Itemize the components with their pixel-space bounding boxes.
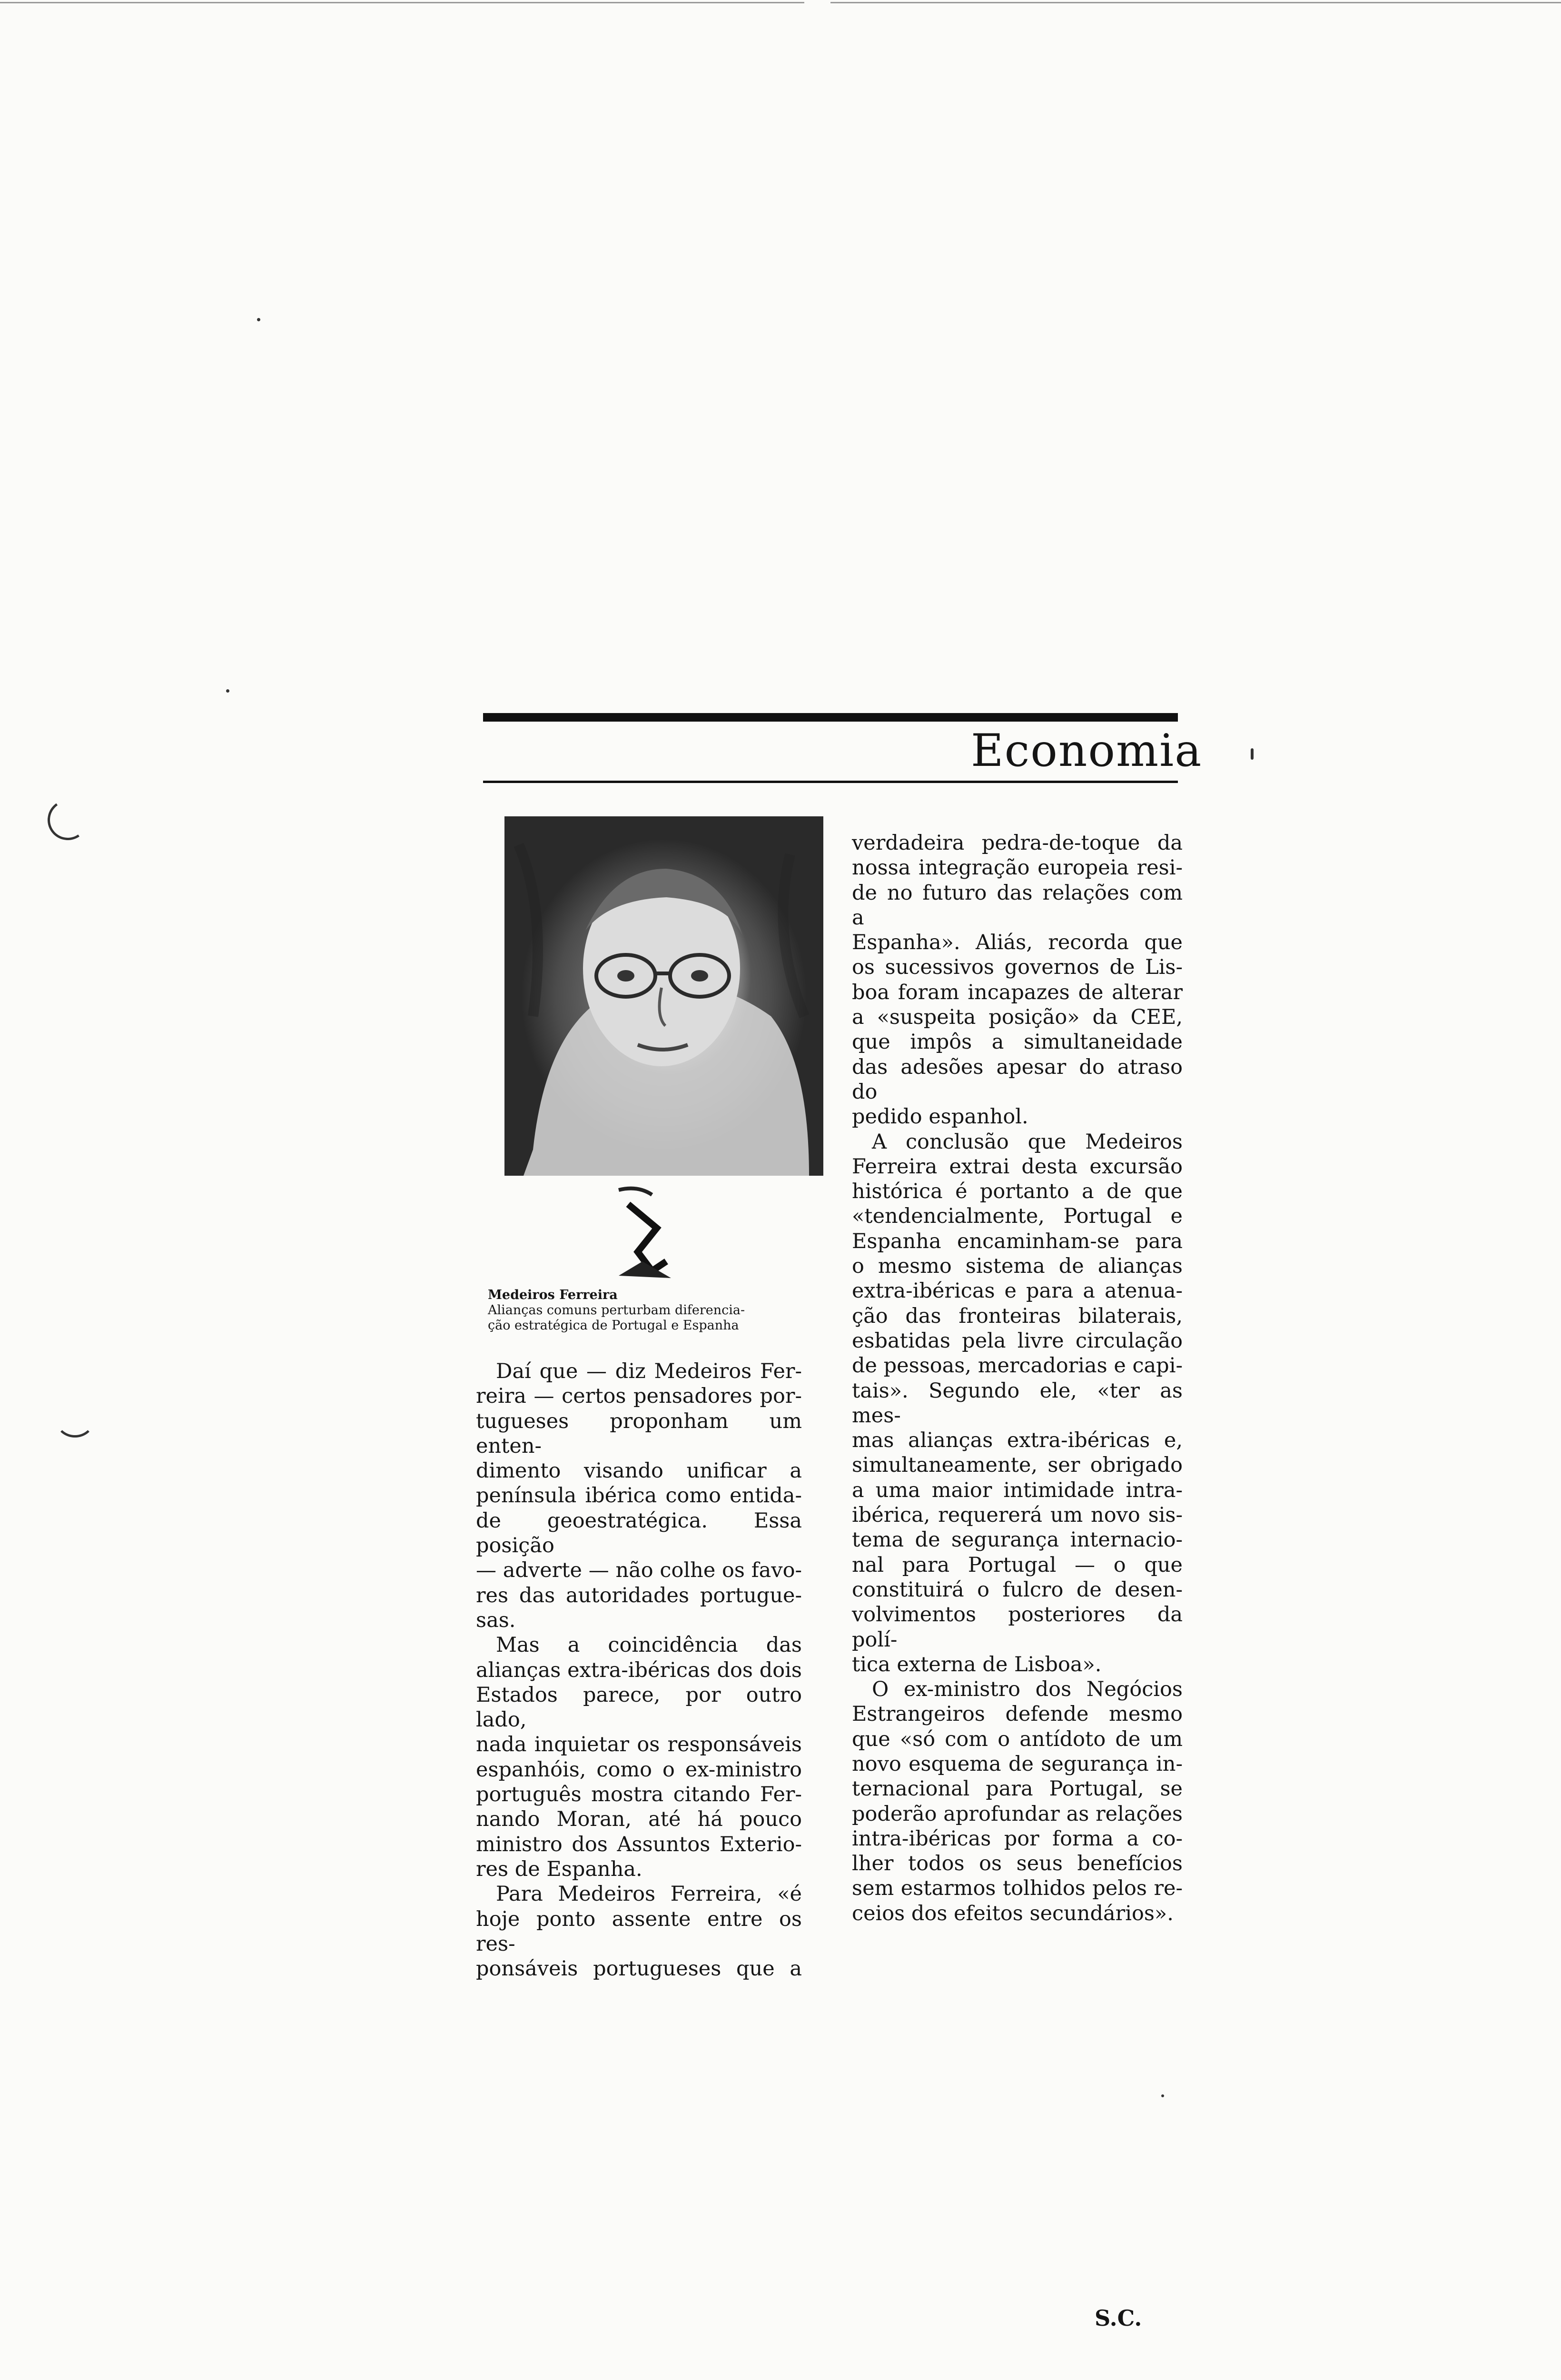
text-line: lher todos os seus benefícios bbox=[852, 1852, 1183, 1876]
section-title: Economia bbox=[971, 725, 1203, 777]
text-line: ibérica, requererá um novo sis- bbox=[852, 1503, 1183, 1527]
text-line: hoje ponto assente entre os res- bbox=[476, 1907, 802, 1956]
text-line: nal para Portugal — o que bbox=[852, 1553, 1183, 1577]
text-line: novo esquema de segurança in- bbox=[852, 1752, 1183, 1776]
text-line: nada inquietar os responsáveis bbox=[476, 1733, 802, 1757]
text-line: res das autoridades portugue- bbox=[476, 1583, 802, 1607]
caption-line: ção estratégica de Portugal e Espanha bbox=[488, 1318, 739, 1333]
article-signature: S.C. bbox=[1095, 2305, 1142, 2331]
text-line: ministro dos Assuntos Exterio- bbox=[476, 1832, 802, 1856]
text-line: o mesmo sistema de alianças bbox=[852, 1254, 1183, 1279]
text-line: O ex-ministro dos Negócios bbox=[872, 1677, 1183, 1702]
text-line: nossa integração europeia resi- bbox=[852, 856, 1183, 880]
text-line: boa foram incapazes de alterar bbox=[852, 980, 1183, 1004]
scan-speck bbox=[257, 318, 260, 321]
text-line: nando Moran, até há pouco bbox=[476, 1807, 802, 1832]
text-line: pedido espanhol. bbox=[852, 1105, 1028, 1129]
portrait-figure bbox=[504, 816, 823, 1176]
text-line: de geoestratégica. Essa posição bbox=[476, 1508, 802, 1558]
text-line: intra-ibéricas por forma a co- bbox=[852, 1826, 1183, 1851]
caption-name: Medeiros Ferreira bbox=[488, 1288, 618, 1302]
text-line: Daí que — diz Medeiros Fer- bbox=[496, 1359, 802, 1383]
paragraph bbox=[476, 1359, 802, 1633]
article-column-right bbox=[852, 831, 1183, 1926]
text-line: a uma maior intimidade intra- bbox=[852, 1478, 1183, 1502]
scan-speck bbox=[226, 689, 229, 693]
text-line: tugueses proponham um enten- bbox=[476, 1409, 802, 1458]
text-line: Ferreira extrai desta excursão bbox=[852, 1154, 1183, 1179]
text-line: simultaneamente, ser obrigado bbox=[852, 1453, 1183, 1478]
text-line: alianças extra-ibéricas dos dois bbox=[476, 1658, 802, 1682]
photo-caption bbox=[488, 1288, 821, 1333]
paragraph bbox=[852, 1677, 1183, 1926]
text-line: das adesões apesar do atraso do bbox=[852, 1055, 1183, 1104]
text-line: tica externa de Lisboa». bbox=[852, 1652, 1102, 1676]
article-column-left bbox=[476, 1359, 802, 1981]
text-line: de pessoas, mercadorias e capi- bbox=[852, 1354, 1183, 1378]
text-line: constituirá o fulcro de desen- bbox=[852, 1577, 1183, 1602]
text-line: português mostra citando Fer- bbox=[476, 1783, 802, 1807]
paragraph bbox=[476, 1882, 802, 1981]
text-line: ção das fronteiras bilaterais, bbox=[852, 1304, 1183, 1328]
text-line: histórica é portanto a de que bbox=[852, 1180, 1183, 1204]
text-line: tema de segurança internacio- bbox=[852, 1528, 1183, 1552]
text-line: mas alianças extra-ibéricas e, bbox=[852, 1428, 1183, 1453]
text-line: poderão aprofundar as relações bbox=[852, 1802, 1183, 1826]
text-line: Espanha». Aliás, recorda que bbox=[852, 931, 1183, 955]
text-line: de no futuro das relações com a bbox=[852, 881, 1183, 930]
section-header-rule bbox=[483, 781, 1178, 783]
binder-hole-mark bbox=[55, 1399, 95, 1438]
text-line: Estados parece, por outro lado, bbox=[476, 1683, 802, 1732]
text-line: esbatidas pela livre circulação bbox=[852, 1329, 1183, 1353]
paragraph bbox=[852, 831, 1183, 1130]
text-line: espanhóis, como o ex-ministro bbox=[476, 1757, 802, 1782]
text-line: península ibérica como entida- bbox=[476, 1484, 802, 1508]
text-line: verdadeira pedra-de-toque da bbox=[852, 831, 1183, 855]
text-line: volvimentos posteriores da polí- bbox=[852, 1603, 1183, 1652]
text-line: extra-ibéricas e para a atenua- bbox=[852, 1279, 1183, 1303]
text-line: Para Medeiros Ferreira, «é bbox=[496, 1882, 802, 1906]
text-line: ponsáveis portugueses que a bbox=[476, 1957, 802, 1981]
scan-speck bbox=[1161, 2094, 1164, 2097]
text-line: tais». Segundo ele, «ter as mes- bbox=[852, 1378, 1183, 1428]
text-line: sem estarmos tolhidos pelos re- bbox=[852, 1876, 1183, 1901]
scan-speck bbox=[1251, 748, 1254, 760]
scan-edge-line bbox=[0, 2, 804, 3]
scan-edge-line bbox=[830, 2, 1561, 3]
text-line: a «suspeita posição» da CEE, bbox=[852, 1005, 1183, 1030]
text-line: Espanha encaminham-se para bbox=[852, 1229, 1183, 1253]
text-line: reira — certos pensadores por- bbox=[476, 1384, 802, 1408]
text-line: Estrangeiros defende mesmo bbox=[852, 1702, 1183, 1726]
caption-line: Alianças comuns perturbam diferencia- bbox=[488, 1303, 745, 1318]
text-line: dimento visando unificar a bbox=[476, 1459, 802, 1483]
portrait-photo bbox=[504, 816, 823, 1176]
text-line: res de Espanha. bbox=[476, 1857, 642, 1881]
text-line: «tendencialmente, Portugal e bbox=[852, 1204, 1183, 1229]
text-line: que «só com o antídoto de um bbox=[852, 1727, 1183, 1751]
photo-tie-fragment bbox=[600, 1176, 685, 1280]
text-line: Mas a coincidência das bbox=[496, 1633, 802, 1657]
text-line: ceios dos efeitos secundários». bbox=[852, 1901, 1174, 1925]
text-line: sas. bbox=[476, 1608, 516, 1632]
binder-hole-mark bbox=[44, 796, 91, 843]
text-line: A conclusão que Medeiros bbox=[872, 1130, 1183, 1154]
text-line: que impôs a simultaneidade bbox=[852, 1030, 1183, 1054]
paragraph bbox=[476, 1633, 802, 1882]
section-top-rule bbox=[483, 713, 1178, 722]
paragraph bbox=[852, 1130, 1183, 1677]
text-line: ternacional para Portugal, se bbox=[852, 1777, 1183, 1801]
text-line: os sucessivos governos de Lis- bbox=[852, 955, 1183, 980]
text-line: — adverte — não colhe os favo- bbox=[476, 1558, 802, 1583]
